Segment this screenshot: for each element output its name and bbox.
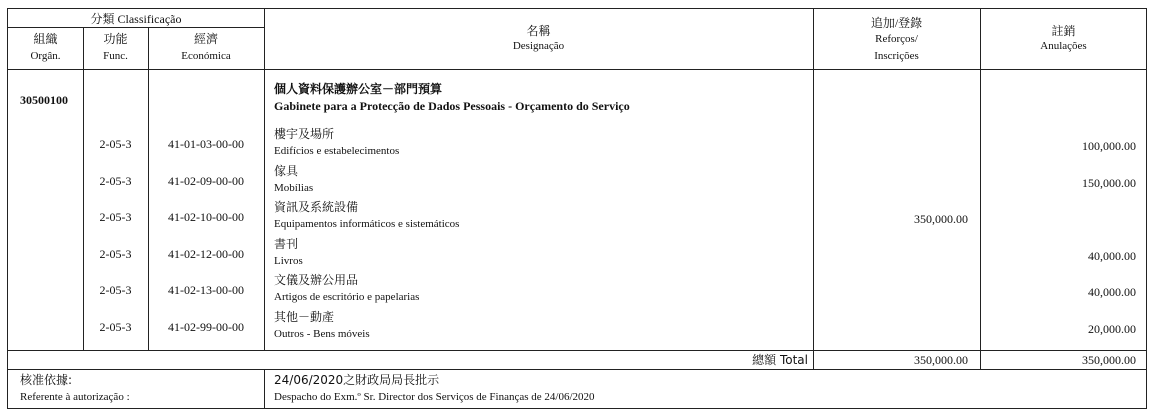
row-econ: 41-02-13-00-00 <box>168 283 244 297</box>
header-organ-pt: Orgân. <box>30 50 61 62</box>
row-desig-zh: 資訊及系統設備 <box>274 200 359 214</box>
header-econ-pt: Económica <box>181 50 231 62</box>
row-desig-pt: Livros <box>274 254 303 267</box>
footer-ref-pt: Referente à autorização : <box>20 391 130 403</box>
row-desig-zh: 樓宇及場所 <box>274 127 335 141</box>
row-anulacao: 40,000.00 <box>1088 248 1136 263</box>
rule-classification <box>8 27 264 28</box>
total-anulacao: 350,000.00 <box>1082 353 1136 367</box>
row-func: 2-05-3 <box>99 283 132 297</box>
rule-header-bottom <box>8 69 1147 70</box>
col-divider-func <box>148 27 149 350</box>
row-func: 2-05-3 <box>99 210 132 224</box>
row-desig-pt: Outros - Bens móveis <box>274 327 370 340</box>
row-func: 2-05-3 <box>99 173 132 188</box>
row-reforco: 350,000.00 <box>914 212 968 226</box>
row-desig-pt: Mobílias <box>274 181 314 194</box>
row-func: 2-05-3 <box>99 137 132 151</box>
header-classification: 分類 Classificação <box>90 12 182 26</box>
header-func-zh: 功能 <box>103 32 128 46</box>
header-reforco-zh: 追加/登錄 <box>870 16 923 30</box>
row-anulacao: 100,000.00 <box>1082 139 1136 153</box>
header-func-pt: Func. <box>103 50 128 62</box>
footer-value-zh: 24/06/2020之財政局局長批示 <box>274 373 440 387</box>
header-organ-zh: 組織 <box>33 32 58 46</box>
row-econ: 41-01-03-00-00 <box>168 137 244 151</box>
header-anulacao-zh: 註銷 <box>1051 24 1076 38</box>
row-desig-zh: 傢具 <box>274 163 299 178</box>
col-divider-desig <box>813 8 814 369</box>
row-func: 2-05-3 <box>99 246 132 261</box>
row-desig-pt: Edifícios e estabelecimentos <box>274 145 400 157</box>
header-econ-zh: 經濟 <box>193 32 218 46</box>
organ-code: 30500100 <box>20 93 68 107</box>
col-divider-reforco <box>980 8 981 369</box>
row-desig-zh: 其他－動產 <box>274 309 335 324</box>
col-divider-econ <box>264 8 265 350</box>
row-anulacao: 150,000.00 <box>1082 175 1136 190</box>
footer-ref-zh: 核准依據: <box>20 373 73 387</box>
row-func: 2-05-3 <box>99 319 132 334</box>
row-anulacao: 20,000.00 <box>1088 321 1136 336</box>
header-reforco-pt1: Reforços/ <box>875 33 918 45</box>
row-econ: 41-02-12-00-00 <box>168 246 244 261</box>
row-desig-zh: 書刊 <box>274 236 299 251</box>
total-label: 總額 Total <box>752 353 808 367</box>
rule-footer-top <box>8 369 1147 370</box>
header-anulacao-pt: Anulações <box>1040 40 1087 52</box>
row-anulacao: 40,000.00 <box>1088 285 1136 299</box>
row-econ: 41-02-10-00-00 <box>168 210 244 224</box>
row-econ: 41-02-09-00-00 <box>168 173 244 188</box>
row-econ: 41-02-99-00-00 <box>168 319 244 334</box>
row-desig-pt: Artigos de escritório e papelarias <box>274 291 420 303</box>
row-desig-zh: 文儀及辦公用品 <box>274 273 359 287</box>
header-desig-zh: 名稱 <box>526 24 551 38</box>
organ-title-zh: 個人資料保護辦公室－部門預算 <box>274 82 443 96</box>
row-desig-pt: Equipamentos informáticos e sistemáticos <box>274 218 460 230</box>
total-reforco: 350,000.00 <box>914 353 968 367</box>
col-divider-organ <box>83 27 84 350</box>
footer-value-pt: Despacho do Exm.º Sr. Director dos Serviços de Finanças de 24/06/2020 <box>274 391 595 403</box>
header-reforco-pt2: Inscrições <box>874 50 919 62</box>
col-divider-footer <box>264 369 265 409</box>
organ-title-pt: Gabinete para a Protecção de Dados Pessoais - Orçamento do Serviço <box>274 99 630 113</box>
header-desig-pt: Designação <box>512 40 565 52</box>
rule-total-top <box>8 350 1147 351</box>
